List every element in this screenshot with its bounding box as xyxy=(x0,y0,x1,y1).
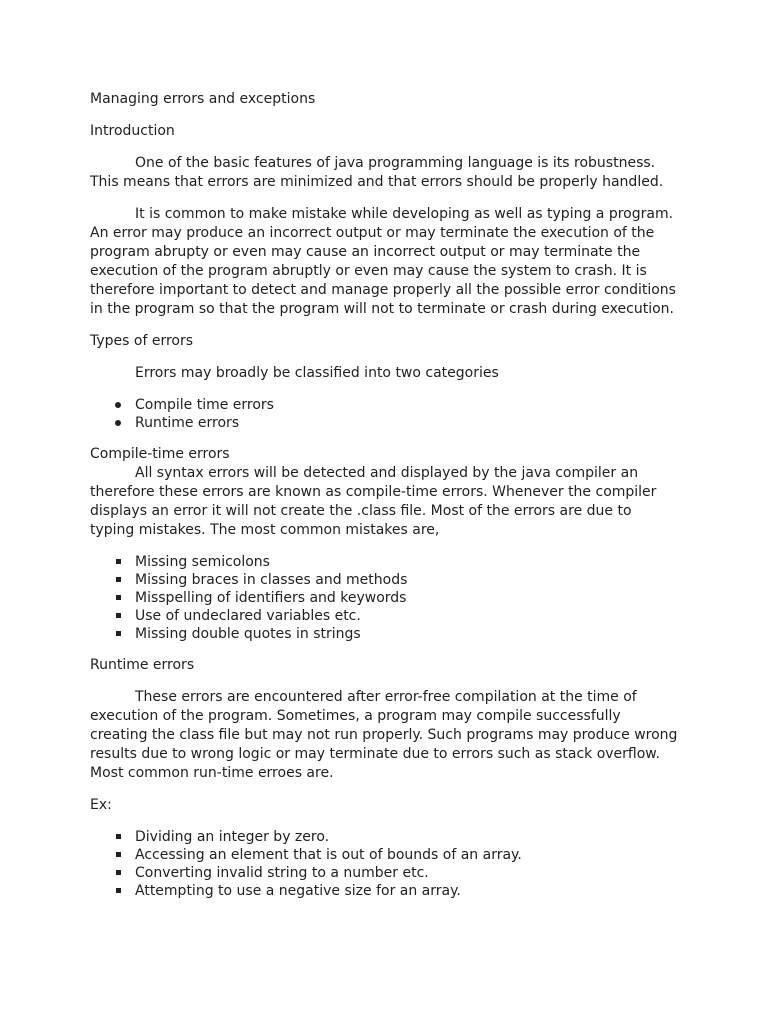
list-item: Misspelling of identifiers and keywords xyxy=(90,589,680,607)
list-item: Accessing an element that is out of bounds of an array. xyxy=(90,846,680,864)
types-intro: Errors may broadly be classified into two categories xyxy=(135,365,499,381)
example-label: Ex: xyxy=(90,797,112,813)
runtime-heading: Runtime errors xyxy=(90,657,195,673)
compile-time-list xyxy=(90,553,680,643)
introduction-heading: Introduction xyxy=(90,123,175,139)
introduction-paragraph-2: It is common to make mistake while developing as well as typing a program. An error may produce an incorrect output or may terminate the execution of the program abrupty or even may cause an incorrect output or may terminate the execution of the program abruptly or even may cause the system to crash. It is therefore important to detect and manage properly all the possible error conditions in the program so that the program will not to terminate or crash during execution. xyxy=(90,206,676,317)
compile-time-heading: Compile-time errors xyxy=(90,446,230,462)
introduction-paragraph-1: One of the basic features of java programming language is its robustness. This means that errors are minimized and that errors should be properly handled. xyxy=(90,155,664,190)
types-list xyxy=(90,396,680,432)
list-item: Use of undeclared variables etc. xyxy=(90,607,680,625)
list-item: Converting invalid string to a number etc. xyxy=(90,864,680,882)
list-item: Missing braces in classes and methods xyxy=(90,571,680,589)
list-item: Compile time errors xyxy=(90,396,680,414)
list-item: Missing double quotes in strings xyxy=(90,625,680,643)
list-item: Missing semicolons xyxy=(90,553,680,571)
runtime-list xyxy=(90,828,680,900)
types-heading: Types of errors xyxy=(90,333,194,349)
runtime-paragraph: These errors are encountered after error-free compilation at the time of execution of the program. Sometimes, a program may compile successfully creating the class file but may not run properly. Such programs may produce wrong results due to wrong logic or may terminate due to errors such as stack overflow. Most common run-time erroes are. xyxy=(90,689,678,781)
compile-time-paragraph: All syntax errors will be detected and displayed by the java compiler an therefore these errors are known as compile-time errors. Whenever the compiler displays an error it will not create the .class file. Most of the errors are due to typing mistakes. The most common mistakes are, xyxy=(90,465,657,538)
document-title: Managing errors and exceptions xyxy=(90,91,316,107)
document-page xyxy=(90,90,680,913)
list-item: Dividing an integer by zero. xyxy=(90,828,680,846)
list-item: Attempting to use a negative size for an array. xyxy=(90,882,680,900)
list-item: Runtime errors xyxy=(90,414,680,432)
